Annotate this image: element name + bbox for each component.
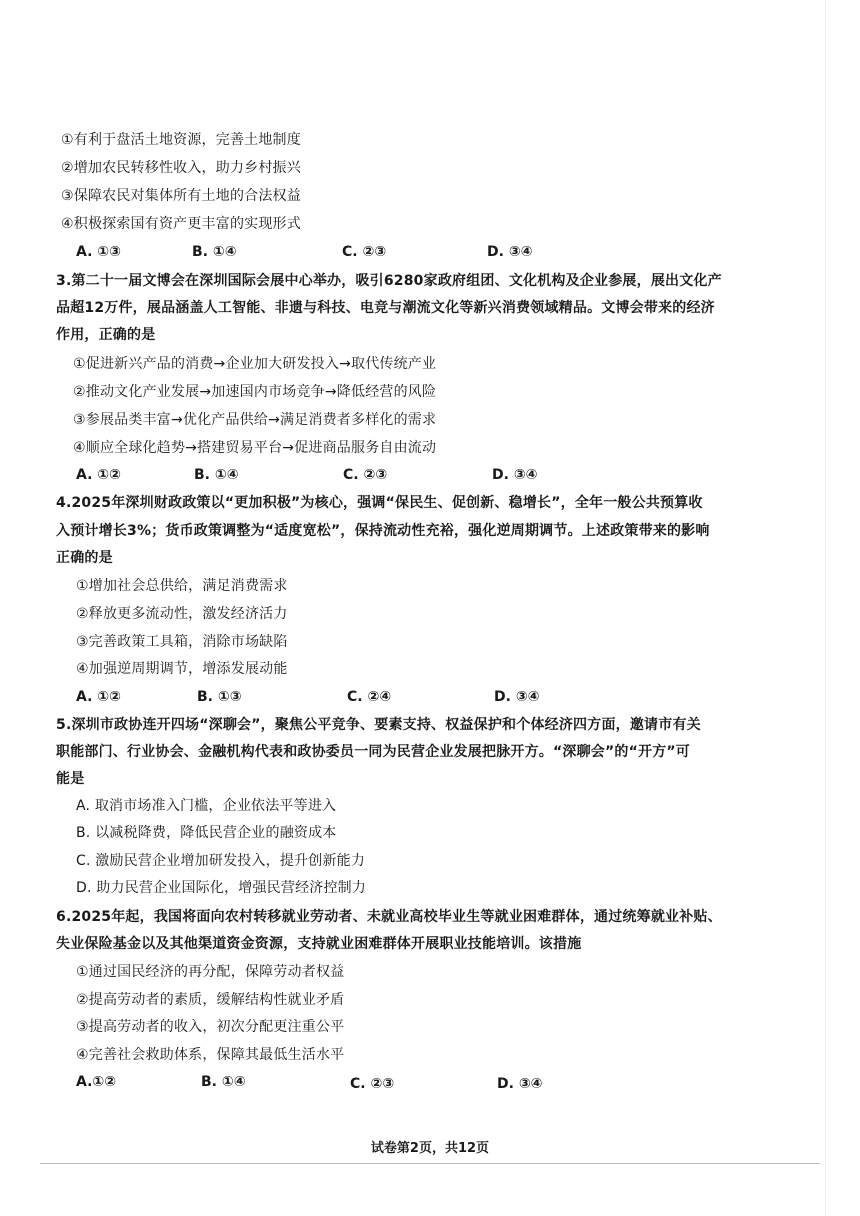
q3-option-c: C. ②③ [343,467,388,483]
q2-option-b: B. ①④ [192,244,237,260]
q3-stem-line-3: 作用，正确的是 [56,327,156,343]
q4-item-1: ①增加社会总供给，满足消费需求 [76,578,288,594]
q4-option-d: D. ③④ [494,689,540,705]
q4-option-a: A. ①② [76,689,121,705]
q6-option-b: B. ①④ [201,1074,246,1090]
q3-item-1: ①促进新兴产品的消费→企业加大研发投入→取代传统产业 [73,356,437,372]
q5-stem-line-3: 能是 [56,771,85,787]
q4-option-c: C. ②④ [347,689,392,705]
q4-item-2: ②释放更多流动性，激发经济活力 [76,606,288,622]
q3-item-2: ②推动文化产业发展→加速国内市场竞争→降低经营的风险 [73,384,437,400]
q2-option-a: A. ①③ [76,244,121,260]
q2-item-4: ④积极探索国有资产更丰富的实现形式 [61,216,301,232]
q2-option-d: D. ③④ [487,244,533,260]
q5-option-a: A. 取消市场准入门槛，企业依法平等进入 [76,798,337,814]
page-footer: 试卷第2页，共12页 [370,1141,490,1156]
q6-item-4: ④完善社会救助体系，保障其最低生活水平 [76,1047,345,1063]
q6-item-1: ①通过国民经济的再分配，保障劳动者权益 [76,964,345,980]
q4-item-4: ④加强逆周期调节，增添发展动能 [76,661,288,677]
scan-edge [825,0,826,1216]
q6-option-a: A.①② [76,1074,117,1090]
q4-stem-line-1: 4.2025年深圳财政政策以“更加积极”为核心，强调“保民生、促创新、稳增长”，全年一般公共预算收 [56,495,703,511]
q5-option-b: B. 以减税降费，降低民营企业的融资成本 [76,825,337,841]
q4-stem-line-3: 正确的是 [56,550,113,566]
q2-option-c: C. ②③ [342,244,387,260]
q5-stem-line-2: 职能部门、行业协会、金融机构代表和政协委员一同为民营企业发展把脉开方。“深聊会”的“开方”可 [56,744,691,760]
q3-option-b: B. ①④ [194,467,239,483]
q4-stem-line-2: 入预计增长3%；货币政策调整为“适度宽松”，保持流动性充裕，强化逆周期调节。上述政策带来的影响 [56,523,710,539]
q4-item-3: ③完善政策工具箱，消除市场缺陷 [76,634,288,650]
q4-option-b: B. ①③ [197,689,242,705]
q6-option-c: C. ②③ [350,1076,395,1092]
q6-item-2: ②提高劳动者的素质，缓解结构性就业矛盾 [76,992,345,1008]
q6-option-d: D. ③④ [497,1076,543,1092]
q5-stem-line-1: 5.深圳市政协连开四场“深聊会”，聚焦公平竞争、要素支持、权益保护和个体经济四方面，邀请市有关 [56,717,701,733]
q6-item-3: ③提高劳动者的收入，初次分配更注重公平 [76,1019,345,1035]
q2-item-3: ③保障农民对集体所有土地的合法权益 [61,188,301,204]
q3-option-a: A. ①② [76,467,121,483]
q5-option-c: C. 激励民营企业增加研发投入，提升创新能力 [76,853,366,869]
q3-stem-line-1: 3.第二十一届文博会在深圳国际会展中心举办，吸引6280家政府组团、文化机构及企业参展，展出文化产 [56,273,722,289]
q3-option-d: D. ③④ [492,467,538,483]
q3-stem-line-2: 品超12万件，展品涵盖人工智能、非遗与科技、电竞与潮流文化等新兴消费领域精品。文博会带来的经济 [56,300,715,316]
q3-item-3: ③参展品类丰富→优化产品供给→满足消费者多样化的需求 [73,412,437,428]
q6-stem-line-2: 失业保险基金以及其他渠道资金资源，支持就业困难群体开展职业技能培训。该措施 [56,936,582,952]
q2-item-2: ②增加农民转移性收入，助力乡村振兴 [61,160,301,176]
q6-stem-line-1: 6.2025年起，我国将面向农村转移就业劳动者、未就业高校毕业生等就业困难群体，通过统筹就业补贴、 [56,909,722,925]
q3-item-4: ④顺应全球化趋势→搭建贸易平台→促进商品服务自由流动 [73,440,437,456]
q5-option-d: D. 助力民营企业国际化，增强民营经济控制力 [76,880,367,896]
q2-item-1: ①有利于盘活土地资源，完善土地制度 [61,132,301,148]
footer-rule [40,1163,820,1164]
